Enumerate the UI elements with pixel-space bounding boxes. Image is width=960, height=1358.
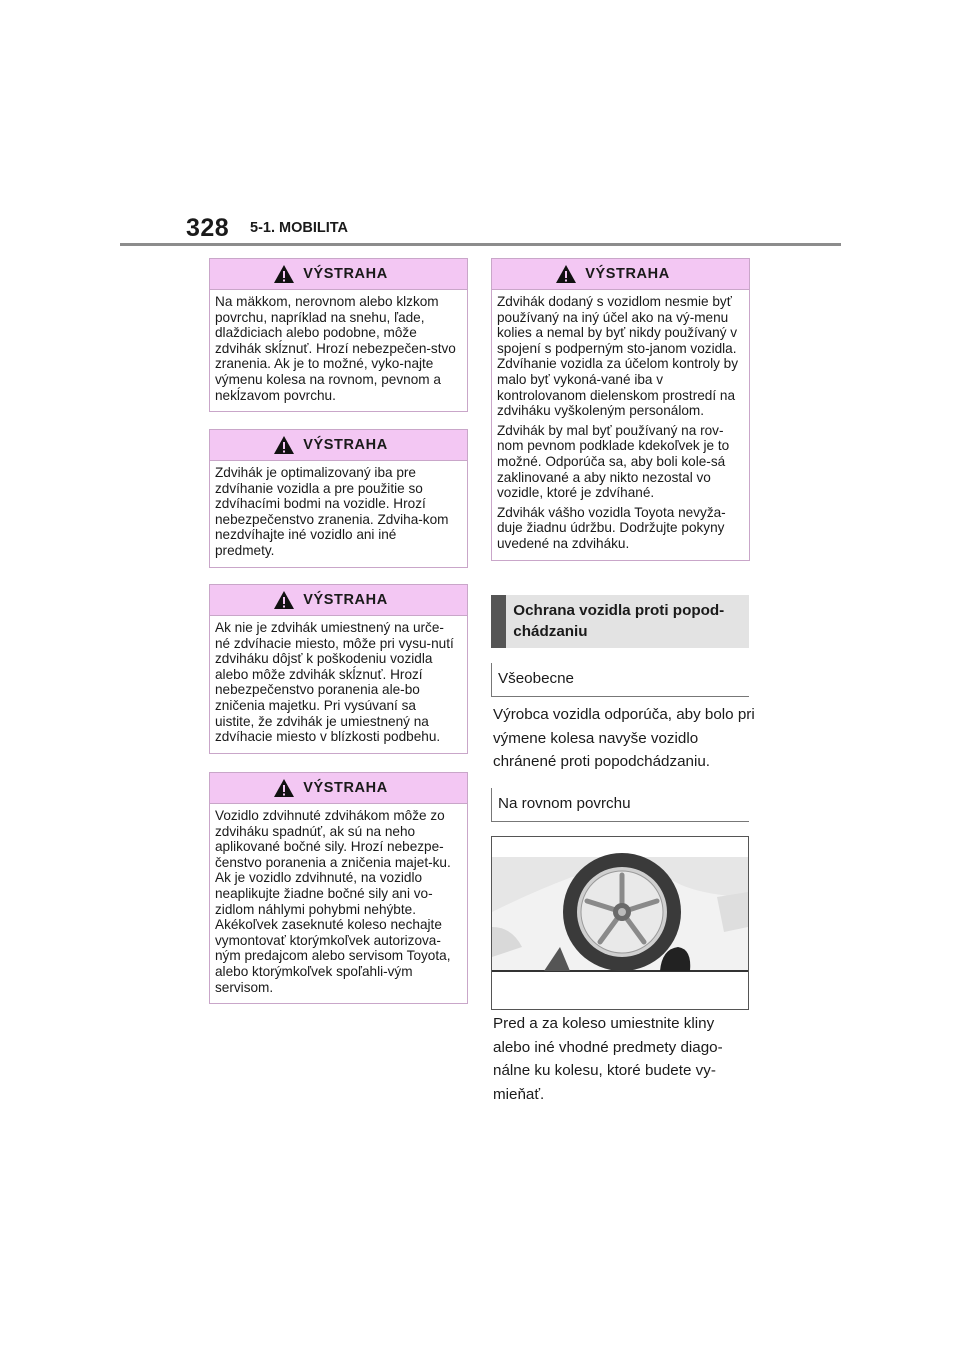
- warning-header: [210, 585, 467, 616]
- warning-triangle-icon: [555, 264, 577, 284]
- page-number: 328: [186, 214, 230, 242]
- warning-box-1: [209, 258, 468, 412]
- warning-text: Vozidlo zdvihnuté zdvihákom môže zo zdviháku spadnúť, ak sú na neho aplikované bočné sily. Hrozí nebezpe-čenstvo poranenia a zničenia majet-ku. Ak je vozidlo zdvihnuté, na vozidlo neaplikujte žiadne bočné sily ani vo-zidlom náhlymi pohybmi nehýbte. Akékoľvek zaseknuté koleso nechajte vymontovať ktorýmkoľvek autorizova-ným predajcom alebo servisom Toyota, alebo ktorýmkoľvek spoľahli-vým servisom.: [215, 808, 451, 995]
- subheading-flat-surface: Na rovnom povrchu: [491, 788, 749, 822]
- warning-triangle-icon: [273, 778, 295, 798]
- warning-text: Zdvihák dodaný s vozidlom nesmie byť používaný na iný účel ako na vý-menu kolies a nemal by byť nikdy používaný v spojení s podperným sto-janom vozidla. Zdvíhanie vozidla za účelom kontroly by malo byť vykoná-vané iba v kontrolovanom dielenskom prostredí na zdviháku vyškoleným personálom.: [497, 294, 739, 419]
- warning-box-3: [209, 584, 468, 754]
- general-paragraph: Výrobca vozidla odporúča, aby bolo pri výmene kolesa navyše vozidlo chránené proti popodchádzaniu.: [493, 706, 755, 770]
- warning-text: Zdvihák by mal byť používaný na rov-nom pevnom podklade kdekoľvek je to možné. Odporúča sa, aby boli kole-sá zaklinované a aby nikto nezostal vo vozidle, ktoré je zdvíhané.: [497, 422, 730, 501]
- warning-title: VÝSTRAHA: [303, 437, 388, 453]
- warning-title: VÝSTRAHA: [303, 266, 388, 282]
- warning-title: VÝSTRAHA: [303, 592, 388, 608]
- warning-box-2: [209, 429, 468, 568]
- warning-body: [210, 804, 467, 1003]
- warning-body: [210, 290, 467, 411]
- warning-body: [492, 290, 749, 560]
- warning-triangle-icon: [273, 590, 295, 610]
- warning-header: [210, 430, 467, 461]
- flat-paragraph: Pred a za koleso umiestnite kliny alebo iné vhodné predmety diago-nálne ku kolesu, ktoré budete vy-mieňať.: [493, 1015, 723, 1103]
- section-heading-bar: [491, 595, 506, 648]
- warning-triangle-icon: [273, 264, 295, 284]
- warning-header: [210, 773, 467, 804]
- section-heading-text: Ochrana vozidla proti popod-chádzaniu: [513, 602, 725, 640]
- warning-text: Ak nie je zdvihák umiestnený na urče-né zdvíhacie miesto, môže pri vysu-nutí zdviháku dôjsť k poškodeniu vozidla alebo môže zdvihák skĺznuť. Hrozí nebezpečenstvo poranenia ale-bo zničenia majetku. Pri vysúvaní sa uistite, že zdvihák je umiestnený na zdvíhacie miesto v blízkosti podbehu.: [215, 620, 454, 745]
- warning-body: [210, 461, 467, 567]
- warning-header: [210, 259, 467, 290]
- wheel-illustration-drawing: [492, 837, 748, 1009]
- warning-header: [492, 259, 749, 290]
- warning-box-right: [491, 258, 750, 561]
- section-heading: [491, 595, 749, 648]
- warning-text: Zdvihák vášho vozidla Toyota nevyža-duje žiadnu údržbu. Dodržujte pokyny uvedené na zdviháku.: [497, 504, 726, 551]
- warning-title: VÝSTRAHA: [585, 266, 670, 282]
- warning-triangle-icon: [273, 435, 295, 455]
- section-title: 5-1. MOBILITA: [250, 220, 349, 236]
- warning-body: [210, 616, 467, 753]
- warning-title: VÝSTRAHA: [303, 780, 388, 796]
- subheading-general: Všeobecne: [491, 663, 749, 697]
- warning-box-4: [209, 772, 468, 1004]
- wheel-chock-illustration: [491, 836, 749, 1010]
- warning-text: Zdvihák je optimalizovaný iba pre zdvíhanie vozidla a pre použitie so zdvíhacími bodmi na vozidle. Hrozí nebezpečenstvo zranenia. Zdviha-kom nezdvíhajte iné vozidlo ani iné predmety.: [215, 465, 449, 558]
- header-rule: [120, 243, 841, 246]
- warning-text: Na mäkkom, nerovnom alebo klzkom povrchu, napríklad na snehu, ľade, dlaždiciach alebo podobne, môže zdvihák skĺznuť. Hrozí nebezpečen-stvo zranenia. Ak je to možné, vyko-najte výmenu kolesa na rovnom, pevnom a nekĺzavom povrchu.: [215, 294, 456, 403]
